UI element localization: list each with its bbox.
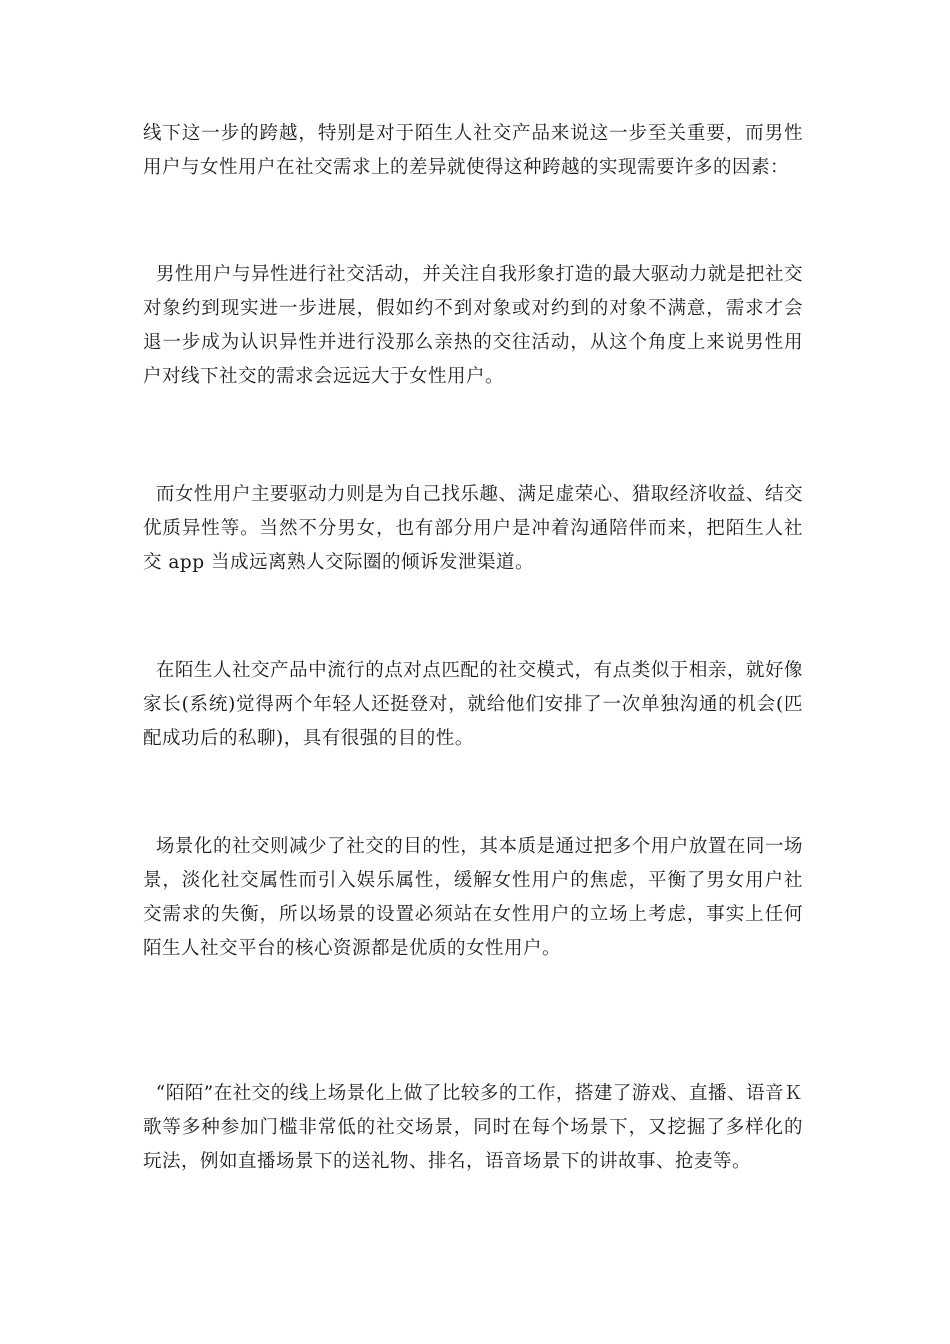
paragraph-2: 男性用户与异性进行社交活动，并关注自我形象打造的最大驱动力就是把社交对象约到现实进一步进展，假如约不到对象或对约到的对象不满意，需求才会退一步成为认识异性并进行没那么亲热的交往活动，从这个角度上来说男性用户对线下社交的需求会远远大于女性用户。 bbox=[143, 264, 803, 387]
paragraph-4: 在陌生人社交产品中流行的点对点匹配的社交模式，有点类似于相亲，就好像家长(系统)觉得两个年轻人还挺登对，就给他们安排了一次单独沟通的机会(匹配成功后的私聊)，具有很强的目的性。 bbox=[143, 660, 803, 749]
paragraph-3: 而女性用户主要驱动力则是为自己找乐趣、满足虚荣心、猎取经济收益、结交优质异性等。当然不分男女，也有部分用户是冲着沟通陪伴而来，把陌生人社交 app 当成远离熟人交际圈的倾诉发泄渠道。 bbox=[143, 484, 803, 573]
paragraph-1: 线下这一步的跨越，特别是对于陌生人社交产品来说这一步至关重要，而男性用户与女性用户在社交需求上的差异就使得这种跨越的实现需要许多的因素： bbox=[143, 123, 803, 178]
paragraph-6: “陌陌”在社交的线上场景化上做了比较多的工作，搭建了游戏、直播、语音Ｋ歌等多种参加门槛非常低的社交场景，同时在每个场景下，又挖掘了多样化的玩法，例如直播场景下的送礼物、排名，语音场景下的讲故事、抢麦等。 bbox=[143, 1083, 803, 1172]
paragraph-5: 场景化的社交则减少了社交的目的性，其本质是通过把多个用户放置在同一场景，淡化社交属性而引入娱乐属性，缓解女性用户的焦虑，平衡了男女用户社交需求的失衡，所以场景的设置必须站在女性用户的立场上考虑，事实上任何陌生人社交平台的核心资源都是优质的女性用户。 bbox=[143, 836, 803, 959]
